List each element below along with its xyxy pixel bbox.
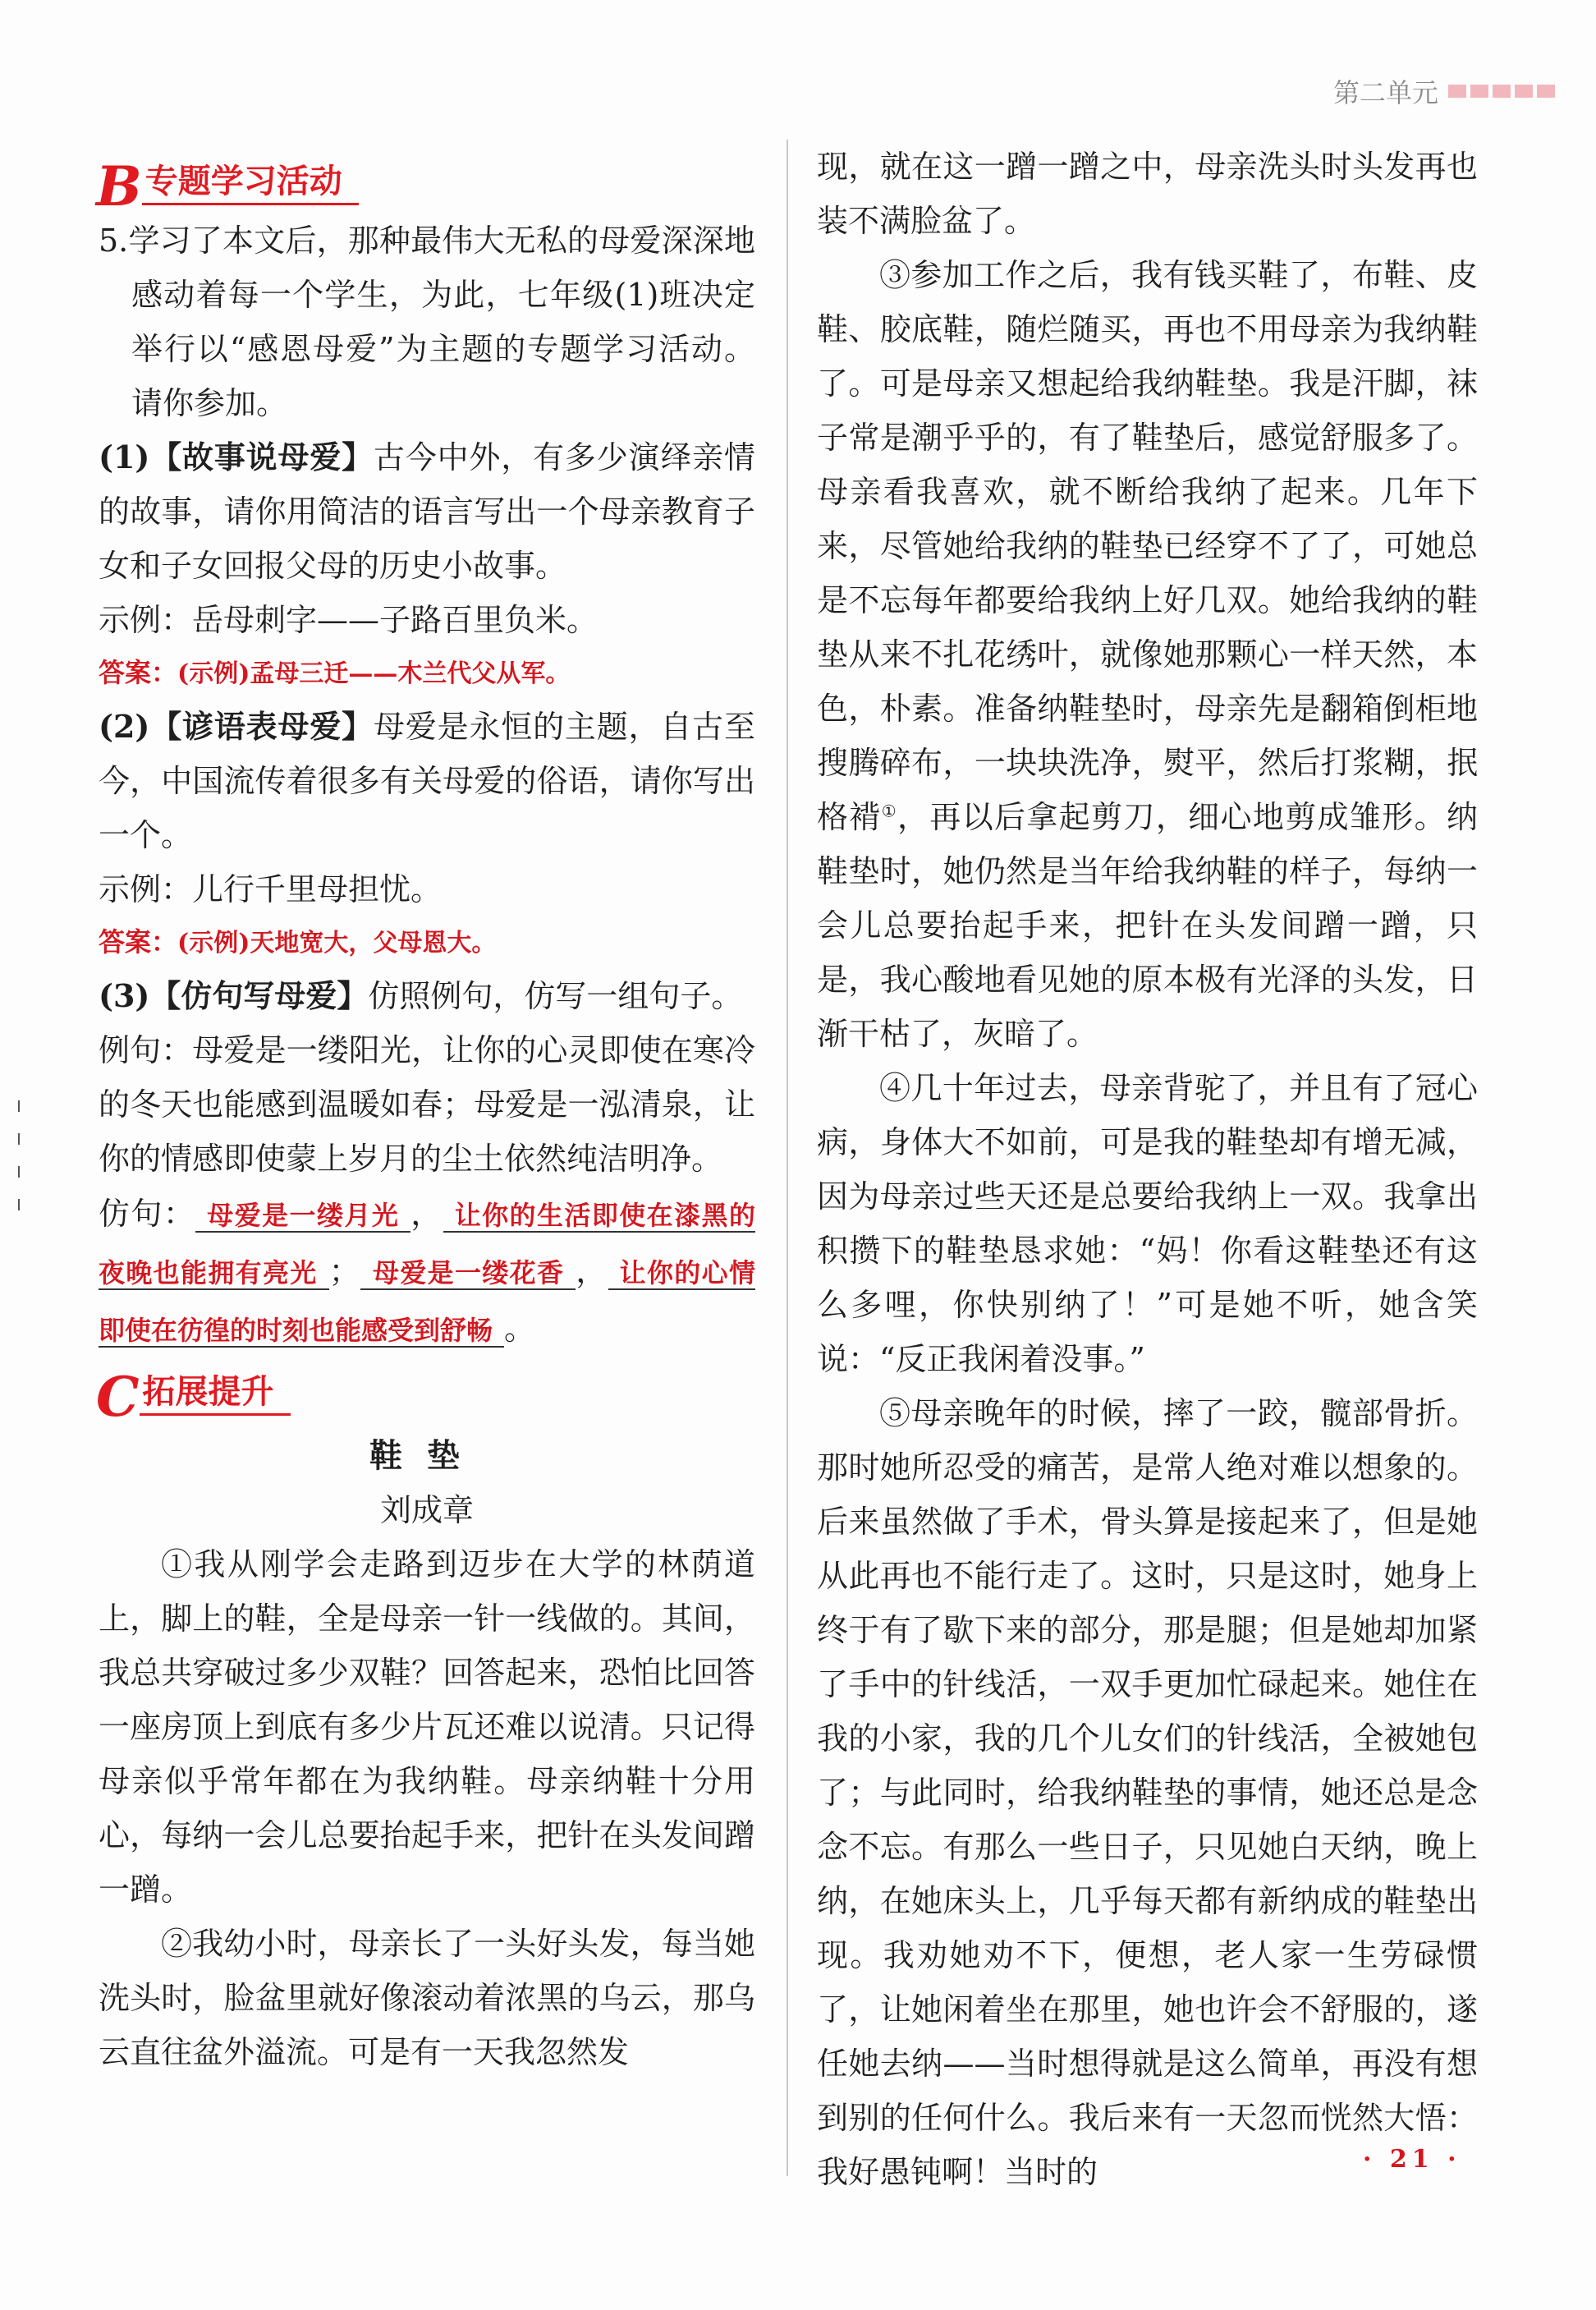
margin-mark [18,1166,20,1178]
section-c-title: 拓展提升 [140,1372,291,1416]
question-5-1 [99,430,755,593]
q3-comma-1: ， [410,1196,443,1232]
q3-fill-1: 母爱是一缕月光 [195,1200,410,1233]
margin-mark [18,1199,20,1210]
article-title: 鞋垫 [369,1437,484,1475]
q1-text: 古今中外，有多少演绎亲情的故事，请你用简洁的语言写出一个母亲教育子女和子女回报父母的历史小故事。 [99,439,755,584]
article-author: 刘成章 [379,1492,474,1528]
margin-mark [18,1133,20,1145]
q2-label: (2)【谚语表母爱】 [99,708,374,745]
paragraph-5: ⑤母亲晚年的时候，摔了一跤，髋部骨折。那时她所忍受的痛苦，是常人绝对难以想象的。后来虽然做了手术，骨头算是接起来了，但是她从此再也不能行走了。这时，只是这时，她身上终于有了歇下来的部分，那是腿；但是她却加紧了手中的针线活，一双手更加忙碌起来。她住在我的小家，我的几个儿女们的针线活，全被她包了；与此同时，给我纳鞋垫的事情，她还总是念念不忘。有那么一些日子，只见她白天纳，晚上纳，在她床头上，几乎每天都有新纳成的鞋垫出现。我劝她劝不下，便想，老人家一生劳碌惯了，让她闲着坐在那里，她也许会不舒服的，遂任她去纳——当时想得就是这么简单，再没有想到别的任何什么。我后来有一天忽而恍然大悟：我好愚钝啊！当时的 [817,1395,1478,2190]
footnote-marker: ① [881,801,897,821]
section-b-heading [96,140,755,218]
section-c-heading [96,1358,755,1429]
q1-answer-text: (示例)孟母三迁——木兰代父从军。 [177,659,571,688]
q2-answer-text: (示例)天地宽大，父母恩大。 [177,929,497,958]
question-5: 5.学习了本文后，那种最伟大无私的母爱深深地感动着每一个学生，为此，七年级(1)班决定举行以“感恩母爱”为主题的专题学习活动。请你参加。 [99,223,755,421]
paragraph-3-a: ③参加工作之后，我有钱买鞋了，布鞋、皮鞋、胶底鞋，随烂随买，再也不用母亲为我纳鞋了。可是母亲又想起给我纳鞋垫。我是汗脚，袜子常是潮乎乎的，有了鞋垫后，感觉舒服多了。母亲看我喜欢，就不断给我纳了起来。几年下来，尽管她给我纳的鞋垫已经穿不了了，可她总是不忘每年都要给我纳上好几双。她给我纳的鞋垫从来不扎花绣叶，就像她那颗心一样天然，本色，朴素。准备纳鞋垫时，母亲先是翻箱倒柜地搜腾碎布，一块块洗净，熨平，然后打浆糊，抿格褙 [817,257,1478,835]
q3-answer [99,1186,755,1358]
q1-answer-label: 答案： [99,657,178,688]
q1-label: (1)【故事说母爱】 [99,439,374,475]
section-b-letter: B [96,154,142,218]
paragraph-1: ①我从刚学会走路到迈步在大学的林荫道上，脚上的鞋，全是母亲一针一线做的。其间，我总共穿破过多少双鞋？回答起来，恐怕比回答一座房顶上到底有多少片瓦还难以说清。只记得母亲似乎常年都在为我纳鞋。母亲纳鞋十分用心，每纳一会儿总要抬起手来，把针在头发间蹭一蹭。 [99,1546,755,1908]
section-b-title: 专题学习活动 [142,162,359,205]
question-5-3 [99,969,755,1023]
q2-text: 母爱是永恒的主题，自古至今，中国流传着很多有关母爱的俗语，请你写出一个。 [99,709,755,853]
right-column [817,140,1478,2199]
section-c-letter: C [96,1365,140,1429]
page-number-value: 21 [1389,2145,1434,2174]
q3-comma-2: ， [576,1253,608,1289]
paragraph-2-start: ②我幼小时，母亲长了一头好头发，每当她洗头时，脸盆里就好像滚动着浓黑的乌云，那乌云直往盆外溢流。可是有一天我忽然发 [99,1926,755,2070]
q3-fill-2: 让你的生活即使在漆黑的夜晚也能拥有亮光 [99,1200,755,1288]
q3-semicolon: ； [328,1253,360,1289]
paragraph-2-end: 现，就在这一蹭一蹭之中，母亲洗头时头发再也装不满脸盆了。 [817,149,1478,239]
q3-period: 。 [504,1311,536,1347]
paragraph-4: ④几十年过去，母亲背驼了，并且有了冠心病，身体大不如前，可是我的鞋垫却有增无减，因为母亲过些天还是总要给我纳上一双。我拿出积攒下的鞋垫恳求她：“妈！你看这鞋垫还有这么多哩，你快别纳了！”可是她不听，她含笑说：“反正我闲着没事。” [817,1070,1478,1377]
q3-text: 仿照例句，仿写一组句子。 [368,978,743,1014]
q3-label: (3)【仿句写母爱】 [99,977,369,1014]
header-decoration [1448,85,1555,98]
left-column [96,140,755,2079]
q1-example: 示例：岳母刺字——子路百里负米。 [99,602,598,638]
column-divider [787,140,788,2176]
q3-example: 例句：母爱是一缕阳光，让你的心灵即使在寒冷的冬天也能感到温暖如春；母爱是一泓清泉，让你的情感即使蒙上岁月的尘土依然纯洁明净。 [99,1032,755,1177]
paragraph-3-b: ，再以后拿起剪刀，细心地剪成雏形。纳鞋垫时，她仍然是当年给我纳鞋的样子，每纳一会儿总要抬起手来，把针在头发间蹭一蹭，只是，我心酸地看见她的原本极有光泽的头发，日渐干枯了，灰暗了。 [817,799,1478,1052]
margin-mark [18,1100,20,1112]
question-5-2 [99,700,755,862]
q2-answer [99,916,755,969]
q3-fill-4: 让你的心情即使在彷徨的时刻也能感受到舒畅 [99,1257,755,1346]
q2-answer-label: 答案： [99,926,178,958]
q1-answer [99,647,755,700]
q3-answer-prefix: 仿句： [99,1196,196,1232]
unit-label: 第二单元 [1332,77,1438,108]
q2-example: 示例：儿行千里母担忧。 [99,871,443,907]
page-number: · 21 · [1363,2145,1461,2174]
q3-fill-3: 母爱是一缕花香 [360,1257,576,1290]
unit-header [1333,72,1555,110]
paragraph-3 [817,248,1478,1061]
